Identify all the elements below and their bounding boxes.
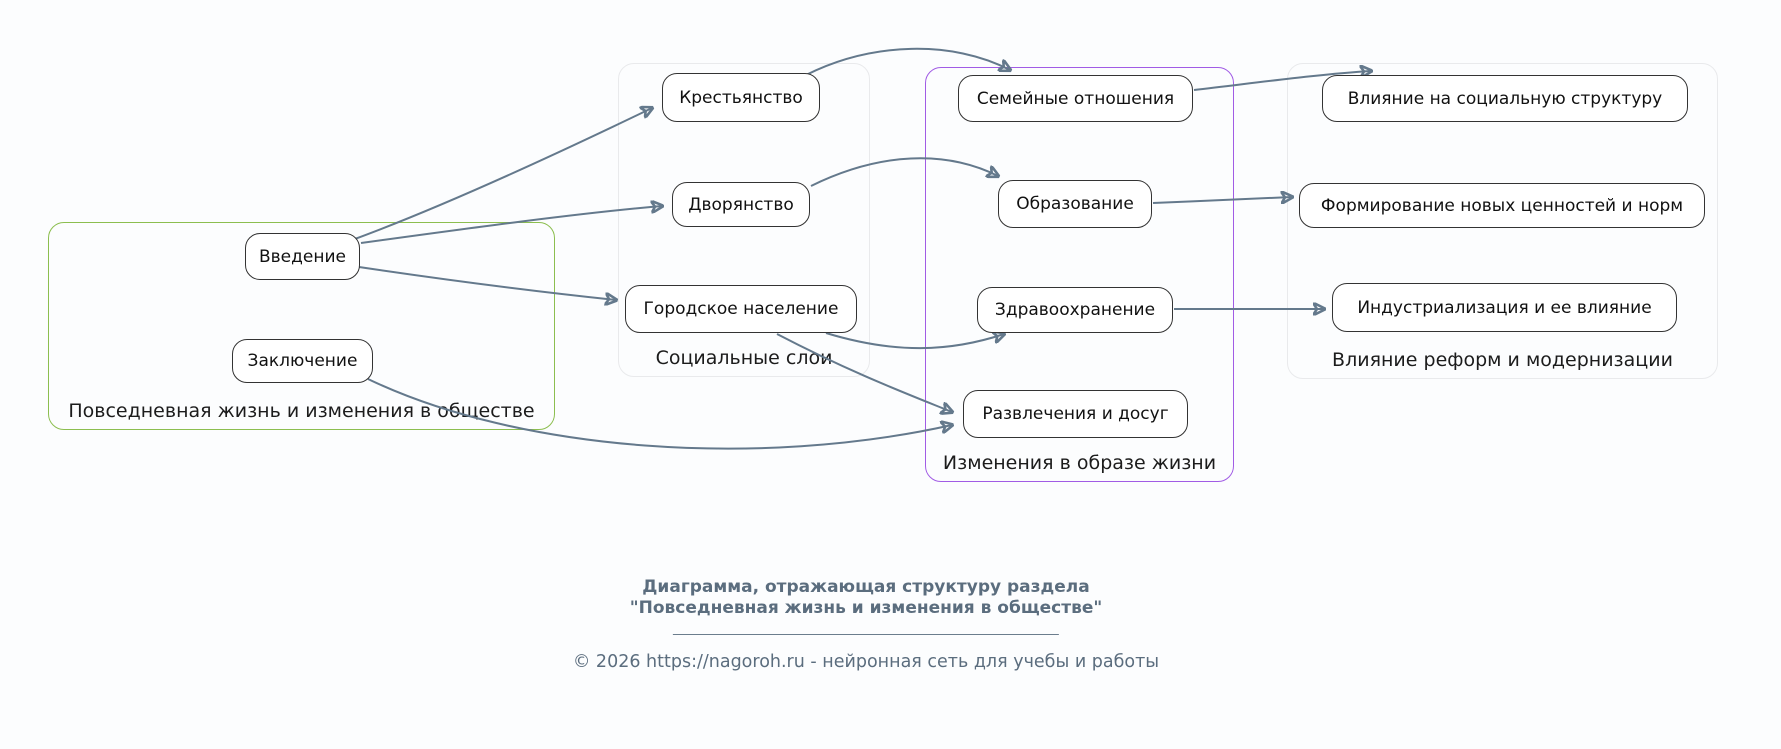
node-razvlecheniya-label: Развлечения и досуг <box>982 404 1169 424</box>
edge-dvoryanstvo-obrazovanie <box>811 158 998 186</box>
node-semeynye-label: Семейные отношения <box>976 88 1175 109</box>
node-gorodskoe <box>625 285 857 333</box>
group-social-label: Социальные слои <box>655 347 833 369</box>
node-vvedenie-label: Введение <box>259 246 346 267</box>
node-dvoryanstvo-label: Дворянство <box>688 194 794 215</box>
node-industrializaciya <box>1332 283 1677 332</box>
group-reforms-label: Влияние реформ и модернизации <box>1332 349 1673 371</box>
edge-vvedenie-dvoryanstvo <box>361 206 662 243</box>
node-krestyanstvo-label: Крестьянство <box>679 87 803 108</box>
edge-vvedenie-krestyanstvo <box>352 108 652 240</box>
node-formirovanie-label: Формирование новых ценностей и норм <box>1320 195 1684 216</box>
node-razvlecheniya <box>963 390 1188 438</box>
node-vliyanie-struktura <box>1322 75 1688 122</box>
node-zdravoohranenie <box>977 287 1173 333</box>
node-dvoryanstvo <box>672 182 810 227</box>
node-obrazovanie <box>998 180 1152 228</box>
node-vvedenie <box>245 233 360 280</box>
edge-gorodskoe-zdravoohranenie <box>826 333 1004 348</box>
footer-title-line2: "Повседневная жизнь и изменения в обществе" <box>629 598 1103 618</box>
edge-vvedenie-gorodskoe <box>359 267 616 300</box>
footer-separator <box>673 634 1059 635</box>
node-industrializaciya-label: Индустриализация и ее влияние <box>1357 297 1652 318</box>
footer <box>573 577 1159 672</box>
edge-gorodskoe-razvlecheniya <box>777 334 952 412</box>
group-lifestyle-label: Изменения в образе жизни <box>942 452 1217 474</box>
group-everyday-label: Повседневная жизнь и изменения в обществе <box>68 400 535 422</box>
node-obrazovanie-label: Образование <box>1016 194 1134 214</box>
node-vliyanie-struktura-label: Влияние на социальную структуру <box>1347 88 1663 109</box>
node-krestyanstvo <box>662 73 820 122</box>
edge-zaklyuchenie-razvlecheniya <box>368 379 952 449</box>
node-zaklyuchenie <box>232 339 373 383</box>
node-formirovanie <box>1299 183 1705 228</box>
node-zaklyuchenie-label: Заключение <box>247 351 358 371</box>
footer-title <box>573 577 1159 619</box>
node-zdravoohranenie-label: Здравоохранение <box>994 300 1156 320</box>
footer-copyright: © 2026 https://nagoroh.ru - нейронная сеть для учебы и работы <box>572 652 1160 672</box>
edge-krestyanstvo-semeynye <box>806 49 1010 75</box>
node-semeynye <box>958 75 1193 122</box>
edge-obrazovanie-formirovanie <box>1153 197 1292 203</box>
footer-title-line1: Диаграмма, отражающая структуру раздела <box>642 577 1090 597</box>
node-gorodskoe-label: Городское население <box>643 299 839 319</box>
